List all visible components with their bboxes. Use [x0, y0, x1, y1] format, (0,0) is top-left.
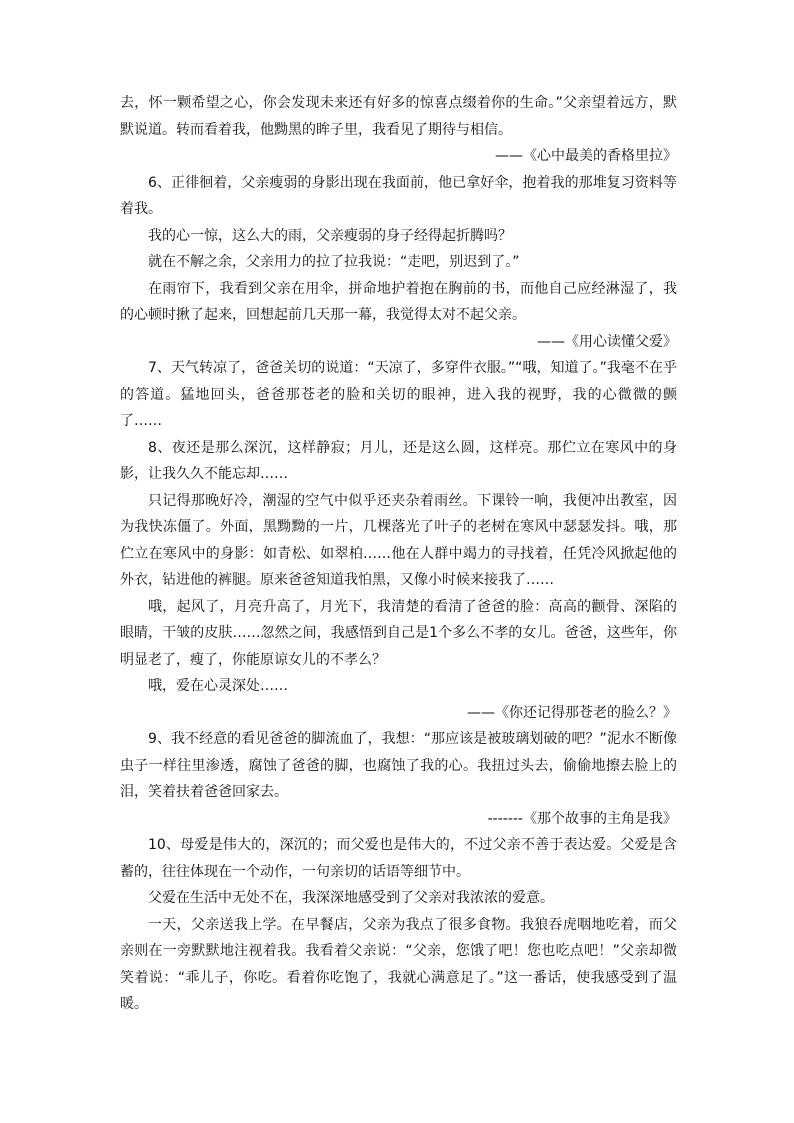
source-citation: ——《你还记得那苍老的脸么？》: [467, 704, 677, 721]
paragraph: 我的心一惊，这么大的雨，父亲瘦弱的身子经得起折腾吗？: [148, 227, 512, 244]
paragraph: 哦，爱在心灵深处……: [148, 678, 288, 694]
paragraph: 10、母爱是伟大的，深沉的；而父爱也是伟大的，不过父亲不善于表达爱。父爱是含蓄的，往往体现在一个动作，一句亲切的话语等细节中。: [120, 837, 677, 880]
document-body: [120, 90, 677, 1018]
paragraph: 6、正徘徊着，父亲瘦弱的身影出现在我面前，他已拿好伞，抱着我的那堆复习资料等着我。: [120, 174, 677, 217]
paragraph: 父爱在生活中无处不在，我深深地感受到了父亲对我浓浓的爱意。: [148, 890, 554, 906]
source-citation: ——《用心读懂父爱》: [537, 333, 677, 350]
paragraph: 在雨帘下，我看到父亲在用伞，拼命地护着抱在胸前的书，而他自己应经淋湿了，我的心顿时揪了起来，回想起前几天那一幕，我觉得太对不起父亲。: [120, 280, 677, 323]
paragraph: 7、天气转凉了，爸爸关切的说道：“天凉了，多穿件衣服。”“哦，知道了。”我毫不在乎的答道。猛地回头，爸爸那苍老的脸和关切的眼神，进入我的视野，我的心微微的颤了……: [120, 360, 677, 429]
paragraph: 只记得那晚好冷，潮湿的空气中似乎还夹杂着雨丝。下课铃一响，我便冲出教室，因为我快冻僵了。外面，黑黝黝的一片，几棵落光了叶子的老树在寒风中瑟瑟发抖。哦，那伫立在寒风中的身影：如青松、如翠柏……他在人群中竭力的寻找着，任凭冷风掀起他的外衣，钻进他的裤腿。原来爸爸知道我怕黑，又像小时候来接我了……: [120, 492, 677, 588]
source-citation: ——《心中最美的香格里拉》: [495, 148, 677, 164]
paragraph: 一天，父亲送我上学。在早餐店，父亲为我点了很多食物。我狼吞虎咽地吃着，而父亲则在一旁默默地注视着我。我看着父亲说：“父亲，您饿了吧！您也吃点吧！”父亲却微笑着说：“乖儿子，你吃。看着你吃饱了，我就心满意足了。”这一番话，使我感受到了温暖。: [120, 916, 677, 1012]
source-citation: -------《那个故事的主角是我》: [487, 810, 677, 827]
paragraph: 就在不解之余，父亲用力的拉了拉我说：“走吧，别迟到了。”: [148, 254, 520, 270]
paragraph: 去，怀一颗希望之心，你会发现未来还有好多的惊喜点缀着你的生命。”父亲望着远方，默默说道。转而看着我，他黝黑的眸子里，我看见了期待与相信。: [120, 95, 677, 138]
paragraph: 8、夜还是那么深沉，这样静寂；月儿，还是这么圆，这样亮。那伫立在寒风中的身影，让我久久不能忘却……: [120, 439, 677, 482]
paragraph: 哦，起风了，月亮升高了，月光下，我清楚的看清了爸爸的脸：高高的颧骨、深陷的眼睛，干皱的皮肤……忽然之间，我感悟到自己是1个多么不孝的女儿。爸爸，这些年，你明显老了，瘦了，你能原谅女儿的不孝么？: [120, 598, 677, 668]
paragraph: 9、我不经意的看见爸爸的脚流血了，我想：“那应该是被玻璃划破的吧？”泥水不断像虫子一样往里渗透，腐蚀了爸爸的脚，也腐蚀了我的心。我扭过头去，偷偷地擦去脸上的泪，笑着扶着爸爸回家去。: [120, 731, 677, 800]
